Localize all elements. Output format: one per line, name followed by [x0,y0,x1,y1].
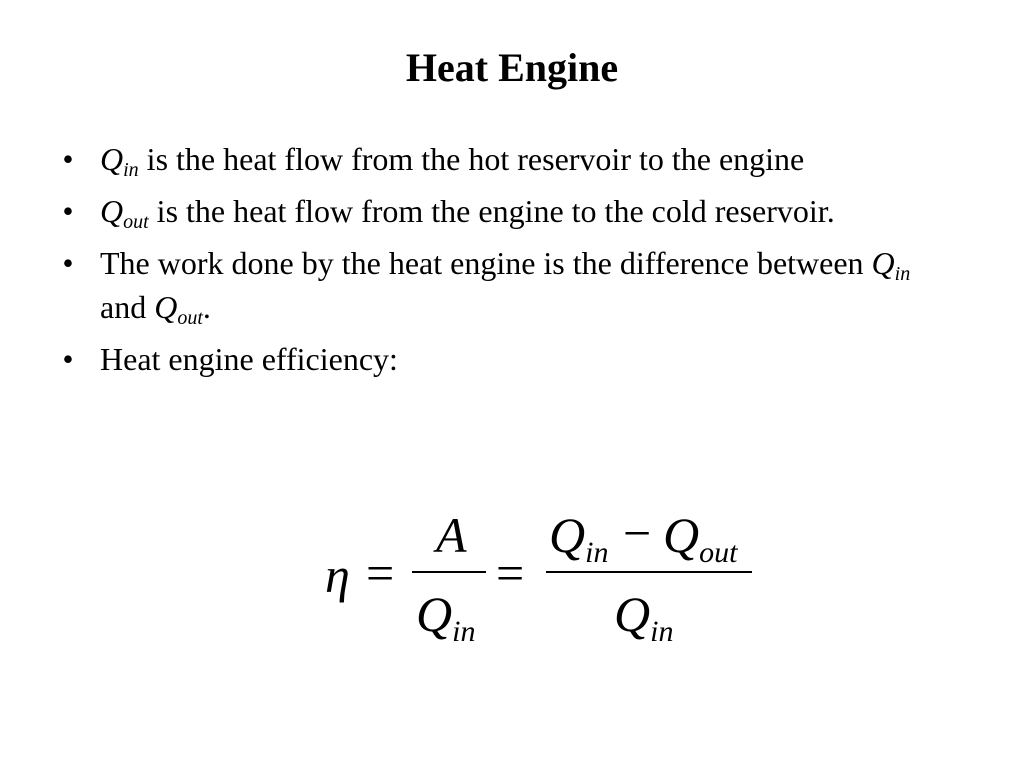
bullet-marker: • [62,193,74,229]
bullet-marker: • [62,245,74,281]
formula-minus: − [623,505,652,561]
formula-equals: = [496,545,525,601]
bullet-text: is the heat flow from the hot reservoir to the engine [138,141,805,177]
symbol-q-in: $Q_{in}$ [871,245,911,285]
symbol-q-out: $Q_{out}$ [154,289,203,329]
formula-frac2-numerator: $Q_{in}$ [549,507,609,569]
formula-frac2-denominator: $Q_{in}$ [614,586,674,648]
formula-equals: = [366,545,395,601]
bullet-text: The work done by the heat engine is the difference between [100,245,872,281]
formula-frac1-numerator: A [436,507,467,563]
formula-fraction-bar [412,571,486,573]
symbol-q-out: $Q_{out}$ [100,193,149,233]
formula-frac2-numerator-qout: $Q_{out}$ [663,507,738,569]
formula-frac1-denominator: $Q_{in}$ [416,586,476,648]
formula-eta: η [325,547,350,603]
bullet-text: Heat engine efficiency: [100,341,398,377]
bullet-text: . [202,289,211,325]
bullet-text: is the heat flow from the engine to the cold reservoir. [148,193,835,229]
bullet-marker: • [62,341,74,377]
symbol-q-in: $Q_{in}$ [100,141,139,181]
formula-fraction-bar [546,571,752,573]
slide-title: Heat Engine [405,45,619,90]
bullet-text: and [100,289,155,325]
bullet-marker: • [62,141,74,177]
